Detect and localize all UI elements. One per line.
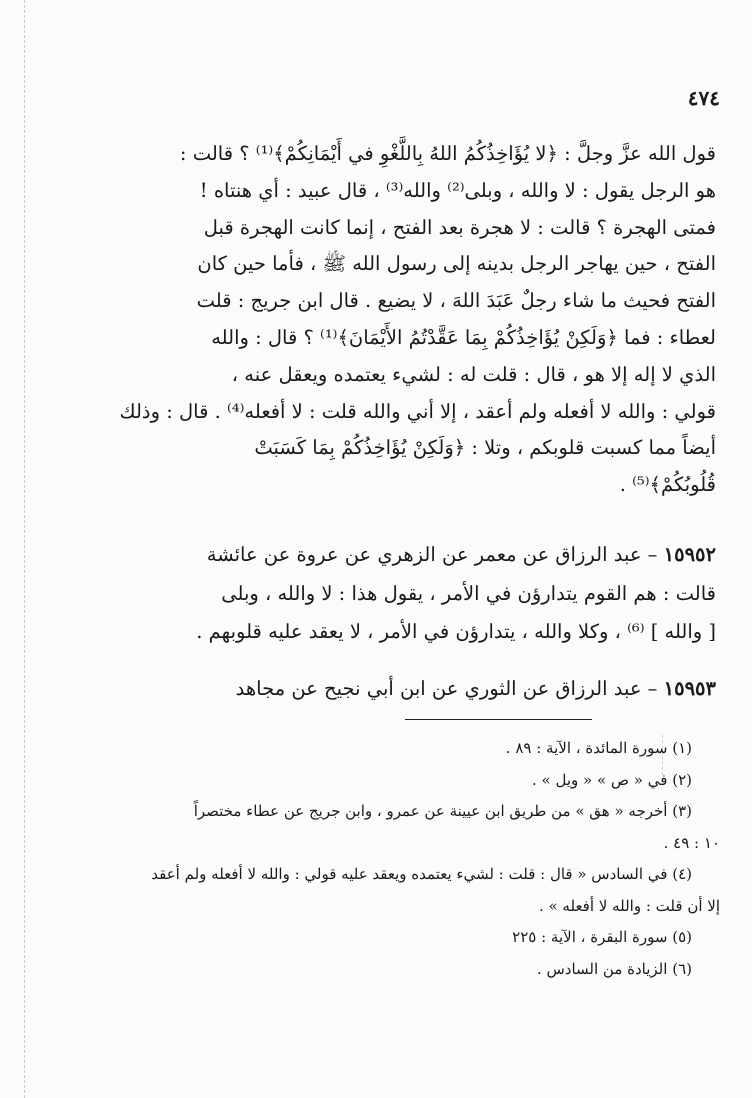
page-number: ٤٧٤ [687, 86, 720, 110]
footnote-label: (٥) [672, 928, 692, 946]
footnote-text: في « ص » « ويل » . [531, 770, 668, 789]
footnote-text: أخرجه « هق » من طريق ابن عيينة عن عمرو ، وابن جريج عن عطاء مختصراً [193, 802, 668, 820]
text-line: فمتى الهجرة ؟ قالت : لا هجرة بعد الفتح ، إنما كانت الهجرة قبل [203, 215, 716, 239]
text-line: أيضاً مما كسبت قلوبكم ، وتلا : ﴿وَلَكِنْ يُؤَاخِذُكُمْ بِمَا كَسَبَتْ [254, 436, 716, 460]
text-line: الفتح فحيث ما شاء رجلٌ عَبَدَ اللهَ ، لا يضيع . قال ابن جريج : قلت [196, 289, 716, 313]
footnote-4 [56, 859, 720, 891]
hadith-text: – عبد الرزاق عن الثوري عن ابن أبي نجيح عن مجاهد [235, 677, 658, 700]
footnote-1 [56, 733, 720, 765]
text-line: لعطاء : فما ﴿وَلَكِنْ يُؤَاخِذُكُمْ بِمَا عَقَّدْتُمُ الأَيْمَانَ﴾⁽¹⁾ ؟ قال : والله [211, 325, 716, 349]
footnote-label: (١) [672, 739, 692, 757]
text-line: قُلُوبُكُمْ﴾⁽⁵⁾ . [619, 473, 716, 497]
hadith-text: – عبد الرزاق عن معمر عن الزهري عن عروة عن عائشة [206, 543, 658, 566]
footnote-3-continuation: ١٠ : ٤٩ . [663, 833, 720, 852]
footnote-4-continuation: إلا أن قلت : والله لا أفعله » . [538, 896, 720, 915]
footnote-label: (٤) [672, 865, 692, 883]
footnote-text: الزيادة من السادس . [536, 959, 668, 978]
footnote-text: في السادس « قال : قلت : لشيء يعتمده ويعقد عليه قولي : والله لا أفعله ولم أعقد [151, 865, 668, 883]
footnote-2 [56, 765, 720, 797]
footnote-text: سورة البقرة ، الآية : ٢٢٥ [512, 928, 668, 946]
text-line: قولي : والله لا أفعله ولم أعقد ، إلا أني والله قلت : لا أفعله⁽⁴⁾ . قال : وذلك [119, 399, 716, 423]
footnote-text: سورة المائدة ، الآية : ٨٩ . [505, 739, 668, 757]
main-text [56, 136, 716, 504]
text-line: الذي لا إله إلا هو ، قال : قلت له : لشيء يعتمده ويعقل عنه ، [231, 362, 716, 386]
text-line: [ والله ] ⁽⁶⁾ ، وكلا والله ، يتدارؤن في الأمر ، لا يعقد عليه قلوبهم . [196, 620, 716, 643]
footnote-5 [56, 922, 720, 954]
footnote-divider [405, 719, 592, 720]
footnote-label: (٢) [672, 770, 692, 789]
text-line: قول الله عزَّ وجلَّ : ﴿لا يُؤَاخِذُكُمُ اللهُ بِاللَّغْوِ في أَيْمَانِكُمْ﴾⁽¹⁾ ؟ قالت : [179, 142, 716, 165]
hadith-number: ١٥٩٥٢ [663, 543, 716, 566]
hadith-number: ١٥٩٥٣ [663, 677, 716, 700]
scan-margin-line [24, 0, 25, 1098]
hadith-first-line [56, 670, 716, 709]
footnote-6 [56, 954, 720, 986]
text-line: هو الرجل يقول : لا والله ، وبلى⁽²⁾ والله⁽³⁾ ، قال عبيد : أي هنتاه ! [199, 178, 716, 202]
footnotes [56, 733, 720, 985]
hadith-15953 [56, 670, 716, 709]
hadith-first-line [56, 536, 716, 575]
footnote-3 [56, 796, 720, 828]
text-line: قالت : هم القوم يتدارؤن في الأمر ، يقول هذا : لا والله ، وبلى [221, 581, 716, 605]
footnote-label: (٣) [672, 802, 692, 820]
text-line: الفتح ، حين يهاجر الرجل بدينه إلى رسول الله ﷺ ، فأما حين كان [197, 252, 716, 276]
footnote-label: (٦) [672, 959, 692, 978]
hadith-15952 [56, 536, 716, 652]
